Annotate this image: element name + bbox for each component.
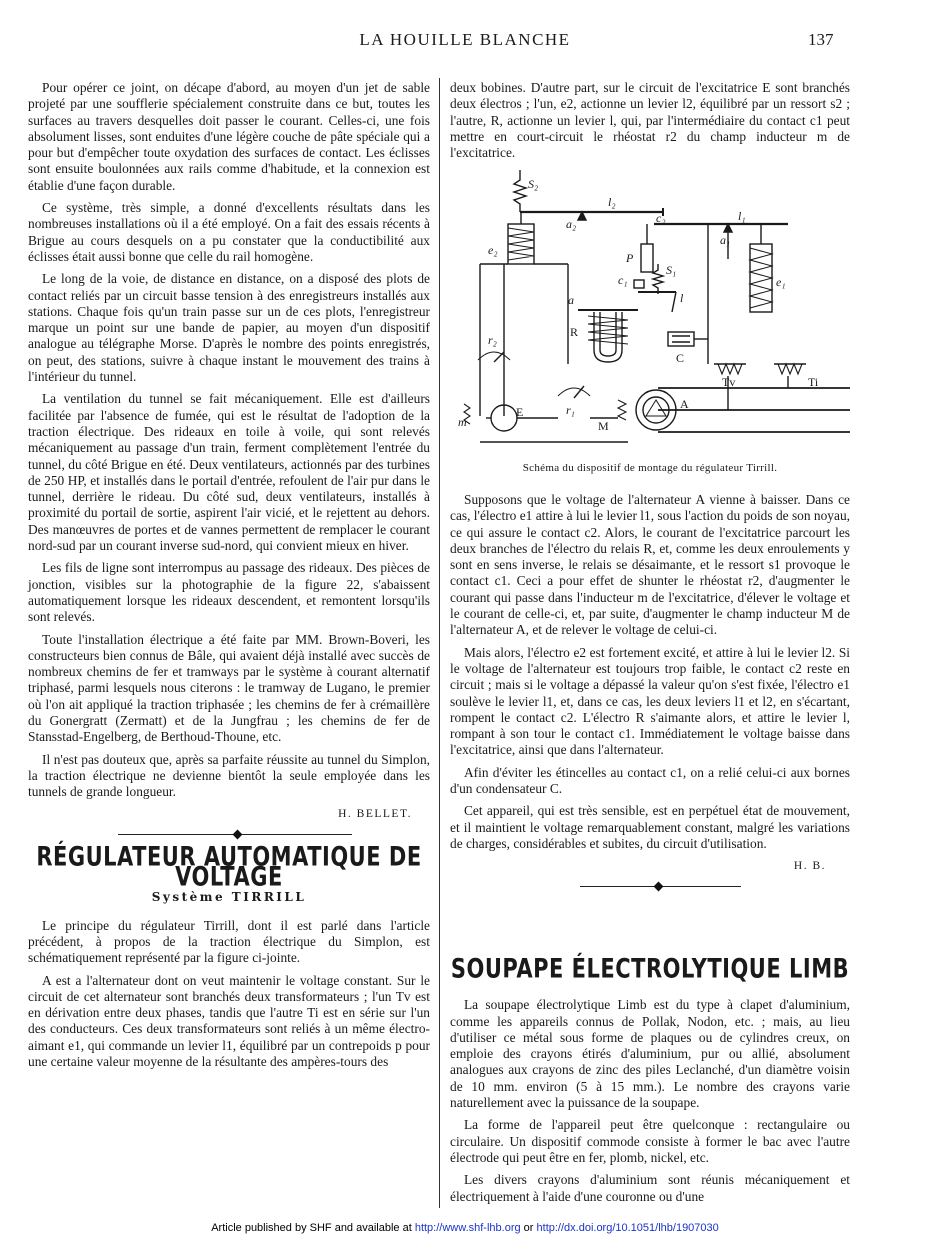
label-s2: S₂	[528, 177, 539, 191]
label-p: P	[626, 251, 634, 265]
paragraph: Toute l'installation électrique a été faite par MM. Brown-Boveri, les constructeurs bien connus de Bâle, qui avaient déjà installé avec succès de nombreux chemins de fer et tramways par le système à courant alternatif triphasé, parmi lesquels nous citerons : le tramway de Lugano, le premier où l'on ait appliqué la traction triphasée ; les chemins de fer à crémaillère du Gonergratt (Zermatt) et de la Jungfrau ; les chemins de fer de Stansstad-Engelberg, de Berthoud-Thoune, etc.	[28, 631, 430, 745]
paragraph: Cet appareil, qui est très sensible, est en perpétuel état de mouvement, et il maintient le voltage remarquablement constant, malgré les variations de charges, considérables et subites, du circuit d'utilisation.	[450, 803, 850, 851]
label-A: A	[680, 397, 689, 411]
article-title: RÉGULATEUR AUTOMATIQUE DE VOLTAGE	[36, 841, 422, 893]
tirrill-regulator-diagram	[458, 164, 850, 454]
label-e1: e₁	[776, 275, 786, 289]
label-a: a	[568, 293, 574, 307]
label-m: m	[458, 415, 467, 429]
label-l2: l₂	[608, 195, 616, 209]
label-Ti: Ti	[808, 375, 819, 389]
signature: H. B.	[793, 860, 826, 873]
label-c2: c₂	[656, 211, 666, 225]
label-e2: e₂	[488, 243, 498, 257]
paragraph: Mais alors, l'électro e2 est fortement excité, et attire à lui le levier l2. Si le voltage de l'alternateur est toujours trop faible, le contact c2 reste en circuit ; mais si le voltage a dépassé la valeur qu'on s'est fixée, l'électro e1 soulève le levier l1, et, dans ce cas, les deux leviers l1 et l2, en s'écartant, rompent le contact c2. L'électro R s'aimante alors, et attire le levier l, rompant à son tour le contact c1. Immédiatement le voltage baisse dans l'excitatrice, ainsi que dans l'alternateur.	[450, 644, 850, 758]
label-a2: a₂	[566, 217, 577, 231]
article-subtitle: Système TIRRILL	[151, 890, 307, 905]
paragraph: Ce système, très simple, a donné d'excellents résultats dans les nombreuses installations où il a été employé. On a fait des essais récents à Brigue au cours desquels on a pu constater que la conductibilité aux éclisses était aussi bonne que celle du rail homogène.	[28, 200, 430, 264]
signature: H. BELLET.	[338, 808, 412, 821]
separator-ornament	[450, 881, 850, 893]
footer-prefix: Article published by SHF and available at	[211, 1222, 415, 1234]
footer-link-doi[interactable]: http://dx.doi.org/10.1051/lhb/1907030	[536, 1222, 719, 1234]
right-column-bottom	[450, 953, 850, 1211]
label-R: R	[570, 325, 579, 339]
paragraph: A est a l'alternateur dont on veut maintenir le voltage constant. Sur le circuit de cet alternateur sont branchés deux transformateurs ; l'un Tv est en dérivation entre deux phases, tandis que l'autre Ti est en série sur l'un des conducteurs. Ces deux transformateurs sont reliés à un même électro-aimant e1, qui commande un levier l1, équilibré par un contrepoids p pour une certaine valeur moyenne de la résultante des ampères-tours des	[28, 972, 430, 1070]
page-number: 137	[808, 30, 834, 49]
footer-citation	[0, 1222, 930, 1234]
paragraph: Les divers crayons d'aluminium sont réunis mécaniquement et électriquement à l'aide d'une couronne ou d'une	[450, 1172, 850, 1204]
paragraph: deux bobines. D'autre part, sur le circuit de l'excitatrice E sont branchés deux électros ; l'un, e2, actionne un levier l2, équilibré par un ressort s2 ; l'autre, R, actionne un levier l, qui, par l'intermédiaire du contact c1 peut mettre en court-circuit le rhéostat r2 du champ inducteur m de l'excitatrice.	[450, 80, 850, 161]
paragraph: Afin d'éviter les étincelles au contact c1, on a relié celui-ci aux bornes d'un condensateur C.	[450, 764, 850, 797]
label-r2: r₂	[488, 333, 497, 347]
label-C: C	[676, 351, 685, 365]
label-l1: l₁	[738, 209, 746, 223]
left-column	[28, 80, 430, 1076]
right-column-top	[450, 80, 850, 167]
column-divider	[439, 78, 440, 1208]
label-M: M	[598, 419, 609, 433]
footer-middle: or	[520, 1222, 537, 1234]
paragraph: La ventilation du tunnel se fait mécaniquement. Elle est d'ailleurs facilitée par l'absence de fumée, qui est le résultat de l'adoption de la traction électrique. Des rideaux en toile à voile, qui sont relevés mécaniquement au passage d'un train, ferment complètement l'entrée du tunnel, du côté Brigue en été. Deux ventilateurs, actionnés par des turbines de 250 HP, et installés dans le portail d'entrée, refoulent de l'air pur dans le tunnel, derrière le rideau. Du côté sud, deux ventilateurs, installés à proximité du portail de sortie, aspirent l'air vicié, et le rejettent au dehors. Des manœuvres de portes et de vannes permettent de remplacer le courant nord-sud par un courant inverse sud-nord, qui convient mieux en hiver.	[28, 391, 430, 554]
label-l: l	[680, 291, 684, 305]
paragraph: Il n'est pas douteux que, après sa parfaite réussite au tunnel du Simplon, la traction électrique ne devienne bientôt la seule employée dans les tunnels de grande longueur.	[28, 751, 430, 800]
right-column-middle	[450, 492, 850, 897]
label-Tv: Tv	[722, 375, 736, 389]
footer-link-shf[interactable]: http://www.shf-lhb.org	[414, 1222, 521, 1234]
label-a1: a₁	[720, 233, 731, 247]
paragraph: Les fils de ligne sont interrompus au passage des rideaux. Des pièces de jonction, visibles sur la photographie de la figure 22, s'abaissent automatiquement lorsque les rideaux descendent, et remontent lorsqu'ils sont relevés.	[28, 560, 430, 625]
paragraph: Le principe du régulateur Tirrill, dont il est parlé dans l'article précédent, à propos de la traction électrique du Simplon, est schématiquement représenté par la figure ci-jointe.	[28, 917, 430, 966]
paragraph: Le long de la voie, de distance en distance, on a disposé des plots de contact reliés par un circuit basse tension à des enregistreurs installés aux stations. Chaque fois qu'un train passe sur un de ces plots, l'enregistreur marque un point sur une bande de papier, au moyen d'un dispositif analogue au télégraphe Morse. D'après le nombre des points enregistrés, on peut, des stations, suivre à chaque instant le mouvement des trains à l'intérieur du tunnel.	[28, 271, 430, 385]
label-E: E	[516, 405, 524, 419]
figure-caption: Schéma du dispositif de montage du régulateur Tirrill.	[522, 462, 778, 474]
label-r1: r₁	[566, 403, 575, 417]
article-title: SOUPAPE ÉLECTROLYTIQUE LIMB	[450, 953, 850, 984]
paragraph: La soupape électrolytique Limb est du type à clapet d'aluminium, comme les appareils connus de Pollak, Nodon, etc. ; mais, au lieu d'utiliser ce métal sous forme de plaques ou de cylindres creux, on emploie des crayons étirés d'aluminium, pur ou allié, absolument analogues aux crayons de zinc des piles Leclanché, d'un diamètre voisin de 10 mm. environ (5 à 15 mm.). Le nombre des crayons varie naturellement avec la puissance de la soupape.	[450, 997, 850, 1111]
paragraph: La forme de l'appareil peut être quelconque : rectangulaire ou circulaire. Un dispositif commode consiste à former le bac avec l'autre électrode qui peut être en fer, plomb, nickel, etc.	[450, 1117, 850, 1165]
separator-ornament	[28, 829, 430, 841]
label-c1: c₁	[618, 273, 628, 287]
paragraph: Supposons que le voltage de l'alternateur A vienne à baisser. Dans ce cas, l'électro e1 attire à lui le levier l1, sous l'action du poids de son noyau, ce qui assure le contact c2. Alors, le courant de l'excitatrice parcourt les deux branches de l'électro du relais R, et, comme les deux enroulements y sont en sens inverse, le relais se désaimante, et le ressort s1 provoque le contact c1. Ceci a pour effet de shunter le rhéostat r2, d'augmenter le courant qui passe dans l'inducteur m de l'excitatrice, d'élever le voltage et le courant de celle-ci, et, par suite, d'augmenter le champ inducteur M de l'alternateur A, et de relever le voltage de celui-ci.	[450, 492, 850, 638]
header-title: LA HOUILLE BLANCHE	[359, 30, 571, 49]
label-s1: S₁	[666, 263, 677, 277]
paragraph: Pour opérer ce joint, on décape d'abord, au moyen d'un jet de sable projeté par une soufflerie spécialement construite dans ce but, toutes les surfaces au travers desquelles doit passer le courant. Celles-ci, une fois absolument lisses, sont enduites d'une légère couche de pâte spéciale qui a pour but d'empêcher toute oxydation des surfaces de contact. Les éclisses sont ensuite boulonnées aux rails comme d'habitude, et la connexion est établie d'une façon durable.	[28, 80, 430, 193]
